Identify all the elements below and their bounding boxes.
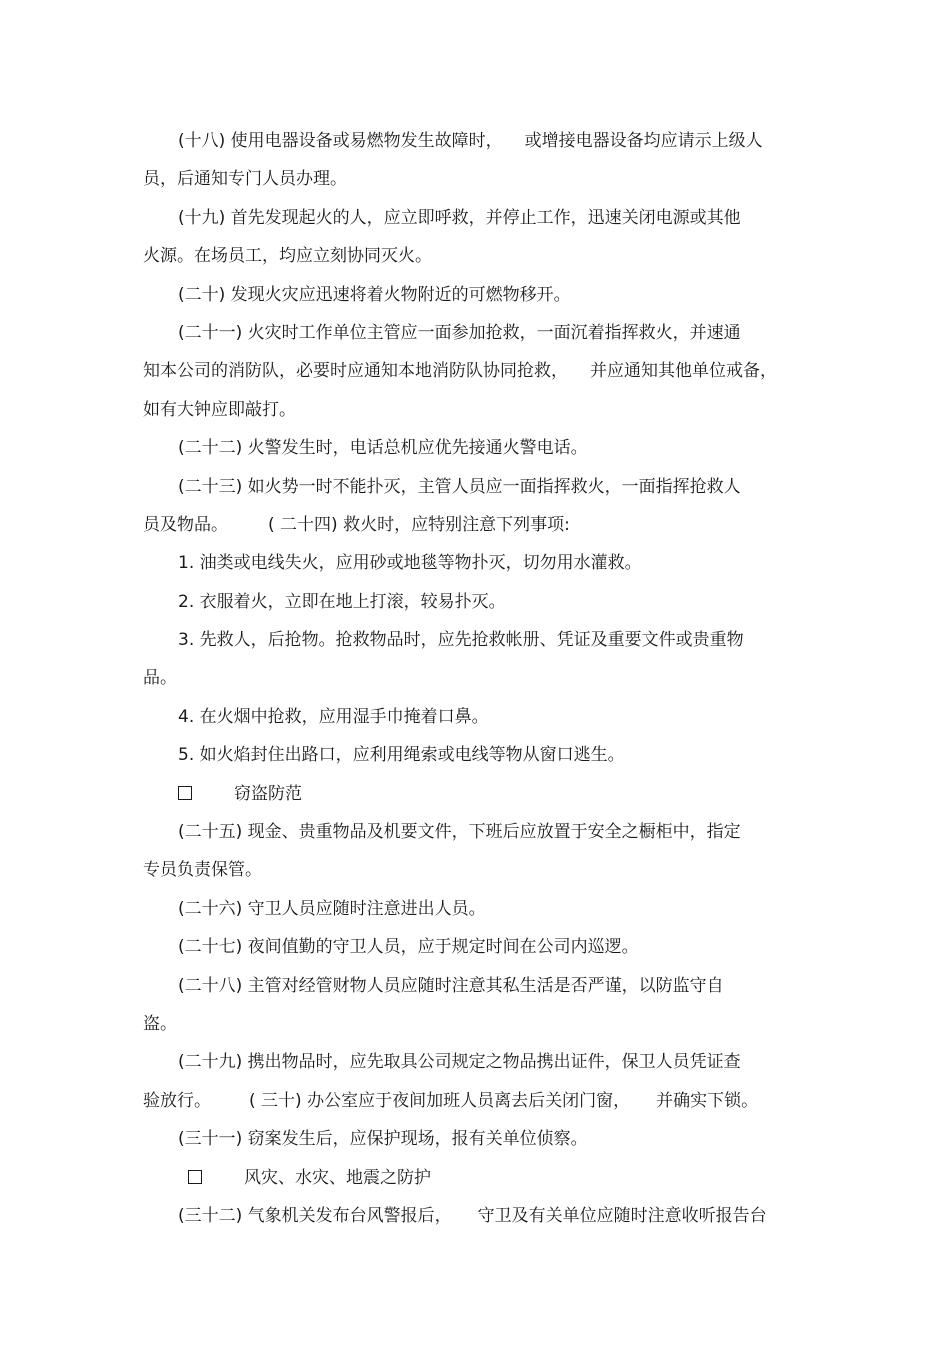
text-line [178,1051,741,1073]
text-line [178,476,741,498]
text-line [143,859,262,881]
text-segment: 5. 如火焰封住出路口，应利用绳索或电线等物从窗口逃生。 [178,745,625,765]
text-segment: 3. 先救人，后抢物。抢救物品时，应先抢救帐册、凭证及重要文件或贵重物 [178,630,744,650]
section-heading [178,783,302,805]
text-line [178,130,763,152]
text-segment: 盗。 [143,1014,177,1034]
text-line [178,821,741,843]
text-line [178,322,741,344]
text-line [143,360,777,382]
text-line [178,975,724,997]
text-segment: (二十九) 携出物品时，应先取具公司规定之物品携出证件，保卫人员凭证查 [178,1052,741,1072]
text-line [178,898,486,920]
checkbox-icon [188,1170,202,1184]
text-segment: (十九) 首先发现起火的人，应立即呼救，并停止工作，迅速关闭电源或其他 [178,208,741,228]
text-segment: 1. 油类或电线失火，应用砂或地毯等物扑灭，切勿用水灌救。 [178,553,642,573]
text-segment: (二十六) 守卫人员应随时注意进出人员。 [178,899,486,919]
section-heading [188,1167,431,1189]
text-segment: 验放行。 [143,1091,211,1111]
text-line [178,437,588,459]
text-line [178,591,506,613]
text-segment: 品。 [143,668,177,688]
text-segment: 并确实下锁。 [656,1091,759,1111]
text-line [143,1090,758,1112]
text-line [178,629,744,651]
text-line [143,245,432,267]
section-heading-label: 窃盗防范 [234,784,302,804]
text-line [178,936,639,958]
checkbox-icon [178,786,192,800]
text-segment: (二十七) 夜间值勤的守卫人员，应于规定时间在公司内巡逻。 [178,937,639,957]
text-segment: (二十) 发现火灾应迅速将着火物附近的可燃物移开。 [178,285,571,305]
text-segment: 知本公司的消防队，必要时应通知本地消防队协同抢救， [143,361,568,381]
text-line [178,706,489,728]
text-line [178,1205,767,1227]
text-line [178,207,741,229]
text-segment: (十八) 使用电器设备或易燃物发生故障时， [178,131,503,151]
text-segment: (二十五) 现金、贵重物品及机要文件，下班后应放置于安全之橱柜中，指定 [178,822,741,842]
text-segment: 2. 衣服着火，立即在地上打滚，较易扑灭。 [178,592,506,612]
text-line [178,284,571,306]
text-segment: (二十八) 主管对经管财物人员应随时注意其私生活是否严谨，以防监守自 [178,976,724,996]
text-line [178,1128,588,1150]
text-segment: 如有大钟应即敲打。 [143,400,296,420]
text-segment: 火源。在场员工，均应立刻协同灭火。 [143,246,432,266]
text-segment: 4. 在火烟中抢救，应用湿手巾掩着口鼻。 [178,707,489,727]
section-heading-label: 风灾、水灾、地震之防护 [244,1168,431,1188]
text-segment: (二十二) 火警发生时，电话总机应优先接通火警电话。 [178,438,588,458]
text-line [143,667,177,689]
text-line [143,399,296,421]
text-segment: ( 三十) 办公室应于夜间加班人员离去后关闭门窗， [249,1091,631,1111]
text-line [178,744,625,766]
text-segment: (二十三) 如火势一时不能扑灭，主管人员应一面指挥救火，一面指挥抢救人 [178,477,741,497]
text-segment: 员及物品。 [143,515,228,535]
text-line [143,168,347,190]
text-segment: (三十二) 气象机关发布台风警报后， [178,1206,452,1226]
text-segment: 或增接电器设备均应请示上级人 [524,131,763,151]
text-segment: 守卫及有关单位应随时注意收听报告台 [477,1206,767,1226]
text-segment: (三十一) 窃案发生后，应保护现场，报有关单位侦察。 [178,1129,588,1149]
text-line [143,514,570,536]
text-line [178,552,642,574]
text-line [143,1013,177,1035]
text-segment: 专员负责保管。 [143,860,262,880]
text-segment: ( 二十四) 救火时，应特别注意下列事项: [268,515,570,535]
text-segment: 并应通知其他单位戒备， [590,361,777,381]
text-segment: 员，后通知专门人员办理。 [143,169,347,189]
text-segment: (二十一) 火灾时工作单位主管应一面参加抢救，一面沉着指挥救火，并速通 [178,323,741,343]
